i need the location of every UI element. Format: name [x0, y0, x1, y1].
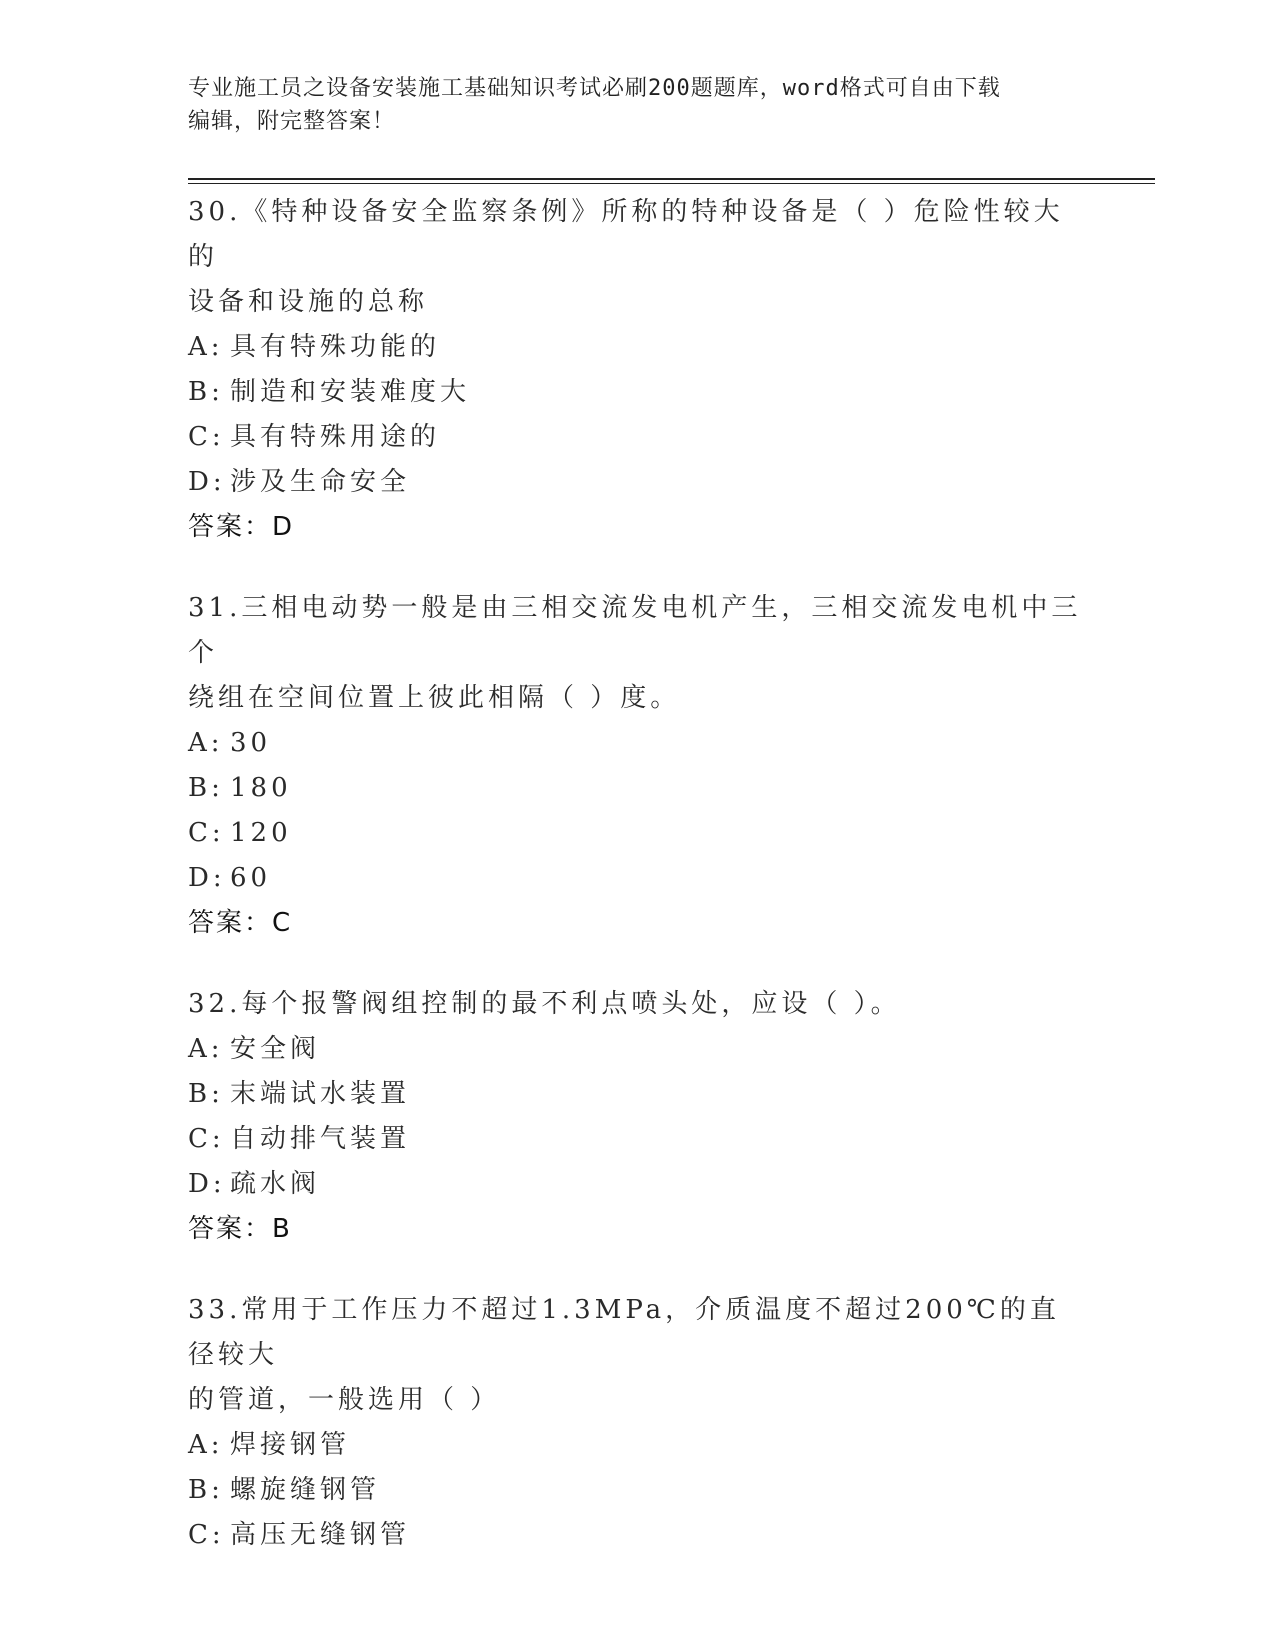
- option-a: [188, 1027, 1088, 1072]
- option-text: 具有特殊用途的: [230, 422, 441, 452]
- option-a: [188, 325, 1088, 370]
- answer-text: 答案：D: [188, 512, 295, 542]
- option-b: [188, 1468, 1088, 1513]
- option-letter: B:: [188, 377, 224, 407]
- document-header: [188, 72, 1088, 138]
- option-letter: B:: [188, 773, 224, 803]
- option-text: 焊接钢管: [230, 1430, 351, 1460]
- header-divider-thick: [188, 178, 1155, 180]
- option-letter: B:: [188, 1079, 224, 1109]
- option-a: [188, 1423, 1088, 1468]
- option-text: 180: [230, 773, 292, 803]
- option-letter: C:: [188, 1520, 225, 1550]
- option-letter: C:: [188, 1124, 225, 1154]
- option-c: [188, 415, 1088, 460]
- question-text-line: 绕组在空间位置上彼此相隔（ ）度。: [188, 683, 681, 713]
- option-text: 制造和安装难度大: [230, 377, 471, 407]
- option-d: [188, 856, 1088, 901]
- answer-text: 答案：B: [188, 1214, 292, 1244]
- answer-text: 答案：C: [188, 908, 293, 938]
- option-text: 60: [230, 863, 272, 893]
- option-c: [188, 811, 1088, 856]
- option-text: 末端试水装置: [230, 1079, 411, 1109]
- option-letter: C:: [188, 422, 225, 452]
- option-text: 涉及生命安全: [230, 467, 411, 497]
- question-list: [188, 190, 1088, 1594]
- question-30: [188, 190, 1088, 550]
- option-letter: C:: [188, 818, 225, 848]
- option-letter: D:: [188, 1169, 226, 1199]
- option-letter: D:: [188, 863, 226, 893]
- option-text: 120: [230, 818, 292, 848]
- question-text-line: 33.常用于工作压力不超过1.3MPa，介质温度不超过200℃的直径较大: [188, 1295, 1060, 1370]
- header-divider-thin: [188, 183, 1155, 184]
- option-letter: A:: [188, 728, 224, 758]
- question-text-line: 设备和设施的总称: [188, 287, 429, 317]
- option-letter: D:: [188, 467, 226, 497]
- question-text-line: 31.三相电动势一般是由三相交流发电机产生，三相交流发电机中三个: [188, 593, 1082, 668]
- option-letter: A:: [188, 1430, 224, 1460]
- question-text-line: 30.《特种设备安全监察条例》所称的特种设备是（ ）危险性较大的: [188, 197, 1064, 272]
- question-text-line: 的管道，一般选用（ ）: [188, 1385, 501, 1415]
- option-a: [188, 721, 1088, 766]
- option-text: 疏水阀: [230, 1169, 321, 1199]
- question-32: [188, 982, 1088, 1252]
- option-text: 具有特殊功能的: [230, 332, 441, 362]
- option-letter: A:: [188, 332, 224, 362]
- option-text: 高压无缝钢管: [230, 1520, 411, 1550]
- option-b: [188, 370, 1088, 415]
- option-c: [188, 1513, 1088, 1558]
- option-text: 安全阀: [230, 1034, 321, 1064]
- question-text-line: 32.每个报警阀组控制的最不利点喷头处，应设（ ）。: [188, 989, 901, 1019]
- header-line-2: 编辑，附完整答案！: [188, 109, 396, 134]
- option-d: [188, 1162, 1088, 1207]
- option-d: [188, 460, 1088, 505]
- option-c: [188, 1117, 1088, 1162]
- option-text: 螺旋缝钢管: [230, 1475, 381, 1505]
- option-text: 自动排气装置: [230, 1124, 411, 1154]
- option-text: 30: [230, 728, 272, 758]
- question-31: [188, 586, 1088, 946]
- option-letter: B:: [188, 1475, 224, 1505]
- question-33: [188, 1288, 1088, 1558]
- option-letter: A:: [188, 1034, 224, 1064]
- option-b: [188, 766, 1088, 811]
- header-line-1: 专业施工员之设备安装施工基础知识考试必刷200题题库，word格式可自由下载: [188, 76, 1001, 101]
- option-b: [188, 1072, 1088, 1117]
